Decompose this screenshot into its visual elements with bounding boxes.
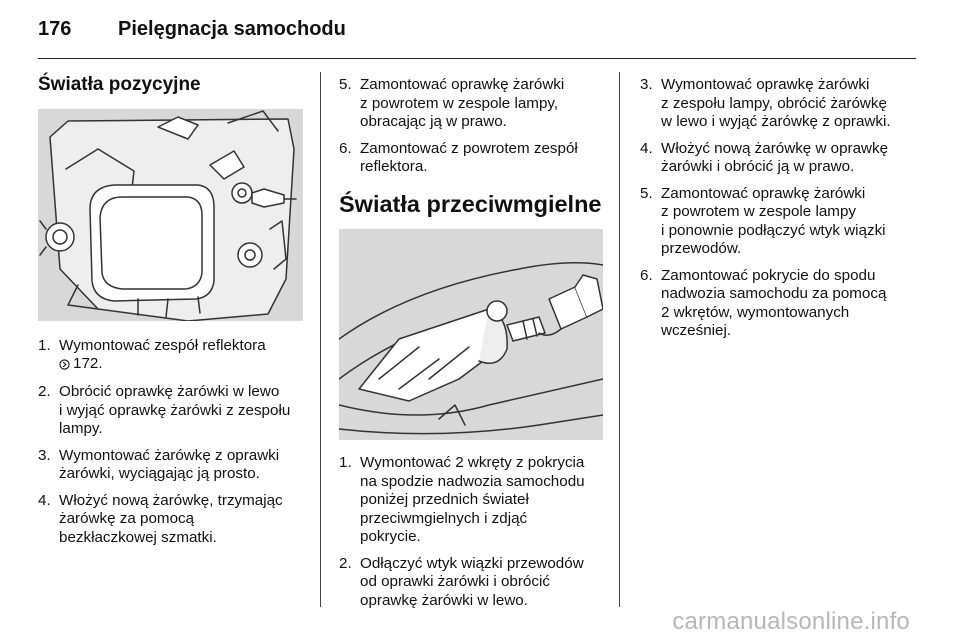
position-light-steps-continued [339, 76, 607, 177]
step-number: 1. [38, 336, 51, 354]
step-text: 2 wkrętów, wymontowanych [661, 303, 850, 321]
step-text: nadwozia samochodu za pomocą [661, 285, 887, 302]
step-text: żarówki, wyciągając ją prosto. [59, 465, 260, 483]
page-number: 176 [38, 18, 72, 40]
fog-light-steps [339, 454, 607, 610]
section-heading-position-lights: Światła pozycyjne [38, 74, 201, 95]
step-number: 4. [640, 139, 653, 157]
step-text: od oprawki żarówki i obrócić [360, 573, 550, 590]
page-header [38, 18, 346, 48]
step-text: przeciwmgielnych i zdjąć [360, 509, 528, 527]
step-number: 2. [339, 554, 352, 572]
column-divider [320, 72, 321, 607]
column-3 [640, 76, 912, 349]
step-text: obracając ją w prawo. [360, 113, 507, 130]
step-text: wcześniej. [661, 322, 732, 339]
step-text: Zamontować oprawkę żarówki [360, 76, 565, 93]
step-text: bezkłaczkowej szmatki. [59, 528, 217, 546]
column-2 [339, 76, 607, 618]
step-text: Włożyć nową żarówkę w oprawkę [661, 139, 889, 157]
step-text: Odłączyć wtyk wiązki przewodów [360, 554, 584, 572]
step-text: Wymontować żarówkę z oprawki [59, 446, 280, 464]
column-1 [38, 76, 306, 555]
step-text: Zamontować oprawkę żarówki [661, 184, 866, 202]
step-text: i ponownie podłączyć wtyk wiązki [661, 221, 886, 239]
chapter-title: Pielęgnacja samochodu [118, 18, 346, 40]
step-text: reflektora. [360, 158, 428, 175]
headlamp-rear-illustration [38, 109, 303, 321]
fog-lamp-illustration [339, 229, 603, 440]
step-text: pokrycie. [360, 528, 421, 545]
step-number: 5. [339, 76, 352, 93]
step-text: przewodów. [661, 240, 742, 257]
list-item [640, 267, 912, 341]
step-text: żarówkę za pomocą [59, 510, 195, 528]
list-item [38, 383, 306, 439]
list-item [38, 337, 306, 376]
step-text: z powrotem w zespole lampy, [360, 94, 559, 112]
step-text: Wymontować zespół reflektora [59, 336, 266, 354]
watermark: carmanualsonline.info [672, 608, 910, 635]
step-number: 1. [339, 454, 352, 471]
step-text: z powrotem w zespole lampy [661, 203, 856, 220]
step-text: oprawkę żarówki w lewo. [360, 591, 528, 609]
list-item [339, 454, 607, 547]
step-text: Włożyć nową żarówkę, trzymając [59, 491, 283, 509]
fog-light-steps-continued [640, 76, 912, 341]
list-item [640, 76, 912, 132]
step-text: z zespołu lampy, obrócić żarówkę [661, 94, 887, 112]
step-text: i wyjąć oprawkę żarówki z zespołu [59, 401, 291, 419]
step-text: Wymontować 2 wkręty z pokrycia [360, 454, 585, 471]
column-divider [619, 72, 620, 607]
step-text: Zamontować pokrycie do spodu [661, 266, 876, 284]
list-item [339, 140, 607, 177]
step-number: 3. [640, 76, 653, 93]
step-number: 5. [640, 184, 653, 202]
section-heading-fog-lights: Światła przeciwmgielne [339, 190, 602, 217]
step-number: 3. [38, 446, 51, 464]
list-item [339, 76, 607, 132]
step-number: 6. [339, 139, 352, 157]
list-item [38, 492, 306, 548]
step-number: 4. [38, 491, 51, 509]
position-light-steps [38, 337, 306, 548]
list-item [640, 185, 912, 259]
step-text: Obrócić oprawkę żarówki w lewo [59, 383, 280, 401]
step-text: w lewo i wyjąć żarówkę z oprawki. [661, 113, 891, 130]
step-text: poniżej przednich świateł [360, 491, 529, 508]
page-reference-number: 172. [73, 355, 103, 372]
page-reference[interactable] [59, 355, 103, 374]
step-text: na spodzie nadwozia samochodu [360, 472, 585, 490]
step-text: lampy. [59, 420, 103, 438]
list-item [640, 140, 912, 177]
step-text: Zamontować z powrotem zespół [360, 139, 578, 157]
list-item [339, 555, 607, 611]
step-number: 6. [640, 266, 653, 284]
step-text: Wymontować oprawkę żarówki [661, 76, 870, 93]
header-divider [38, 58, 916, 59]
list-item [38, 447, 306, 484]
arrow-right-circle-icon [59, 359, 70, 370]
step-number: 2. [38, 383, 51, 401]
step-text: żarówki i obrócić ją w prawo. [661, 158, 855, 175]
